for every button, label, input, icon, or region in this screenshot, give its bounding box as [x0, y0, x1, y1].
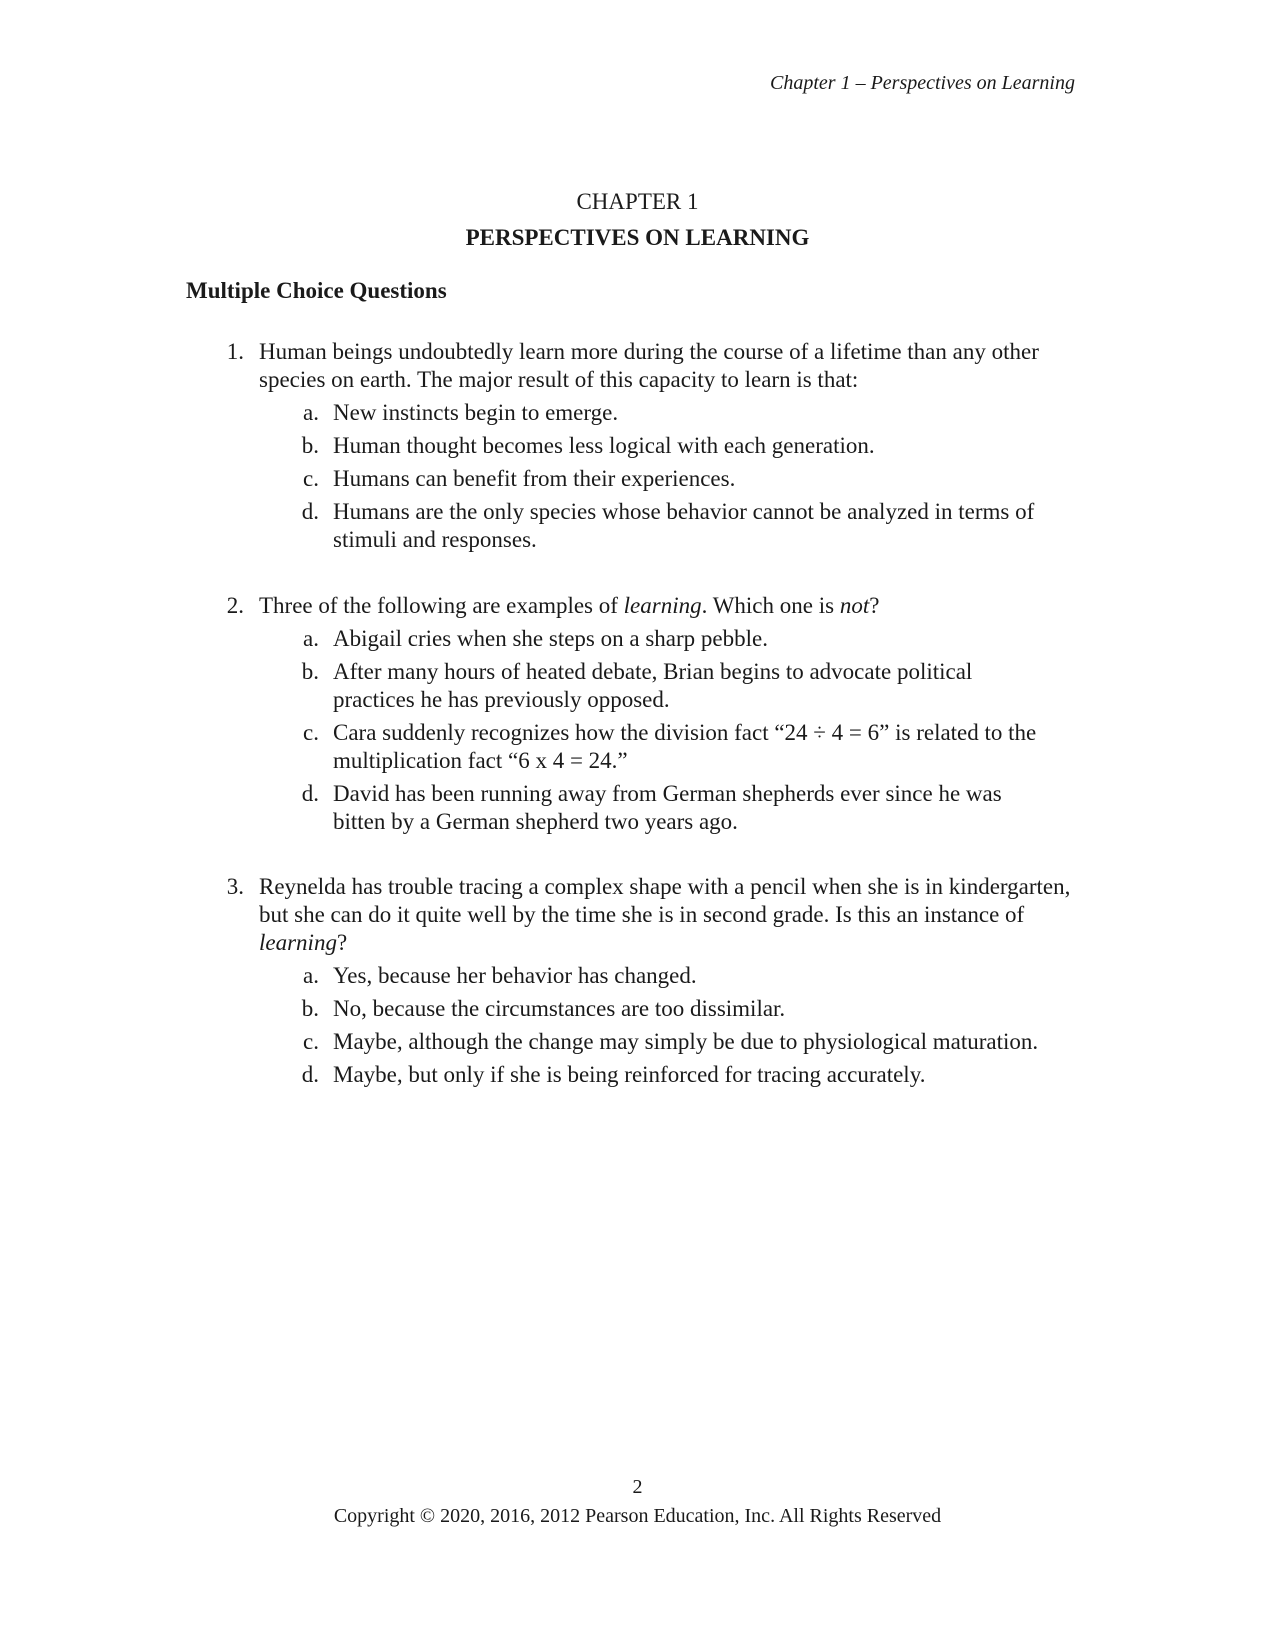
- stem-text: ?: [336, 930, 348, 955]
- option-text: New instincts begin to emerge.: [333, 400, 619, 425]
- running-header: Chapter 1 – Perspectives on Learning: [770, 72, 1075, 94]
- option-letter: b.: [301, 659, 319, 684]
- answer-option: [186, 658, 1086, 714]
- question-stem: [259, 592, 1086, 620]
- answer-option: [186, 1061, 1086, 1089]
- question-number: 2.: [226, 593, 244, 618]
- question-3: [186, 873, 1086, 1089]
- answer-option: [186, 399, 1086, 427]
- option-letter: d.: [301, 499, 319, 524]
- option-text: Maybe, although the change may simply be due to physiological maturation.: [333, 1029, 1039, 1054]
- answer-option: [186, 498, 1086, 554]
- copyright-notice: Copyright © 2020, 2016, 2012 Pearson Education, Inc. All Rights Reserved: [333, 1505, 942, 1527]
- question-number: 1.: [226, 339, 244, 364]
- stem-text: . Which one is: [701, 593, 840, 618]
- option-letter: a.: [303, 963, 319, 988]
- question-stem: [259, 873, 1086, 957]
- option-letter: b.: [301, 996, 319, 1021]
- question-number: 3.: [226, 874, 244, 899]
- option-text: Cara suddenly recognizes how the division fact “24 ÷ 4 = 6” is related to the multiplication fact “6 x 4 = 24.”: [333, 720, 1037, 773]
- answer-option: [186, 719, 1086, 775]
- answer-option: [186, 625, 1086, 653]
- option-letter: a.: [303, 400, 319, 425]
- stem-text: ?: [869, 593, 880, 618]
- stem-text: Reynelda has trouble tracing a complex shape with a pencil when she is in kindergarten, but she can do it quite well by the time she is in second grade. Is this an instance of: [259, 874, 1071, 927]
- option-letter: d.: [301, 1062, 319, 1087]
- answer-option: [186, 962, 1086, 990]
- stem-emphasis: not: [839, 593, 870, 618]
- option-text: Humans are the only species whose behavior cannot be analyzed in terms of stimuli and responses.: [333, 499, 1035, 552]
- section-heading: Multiple Choice Questions: [186, 278, 447, 303]
- option-letter: a.: [303, 626, 319, 651]
- option-text: Human thought becomes less logical with each generation.: [333, 433, 875, 458]
- chapter-heading: [0, 188, 1275, 252]
- answer-option: [186, 995, 1086, 1023]
- option-text: David has been running away from German shepherds ever since he was bitten by a German shepherd two years ago.: [333, 781, 1002, 834]
- answer-option: [186, 432, 1086, 460]
- stem-emphasis: learning: [623, 593, 702, 618]
- option-letter: b.: [301, 433, 319, 458]
- question-2: [186, 592, 1086, 836]
- option-text: Humans can benefit from their experiences.: [333, 466, 736, 491]
- option-text: Abigail cries when she steps on a sharp pebble.: [333, 626, 768, 651]
- chapter-title: PERSPECTIVES ON LEARNING: [465, 225, 810, 250]
- option-text: Yes, because her behavior has changed.: [333, 963, 697, 988]
- option-letter: c.: [303, 466, 319, 491]
- option-letter: c.: [303, 720, 319, 745]
- option-letter: d.: [301, 781, 319, 806]
- chapter-label: CHAPTER 1: [576, 189, 699, 214]
- question-stem: Human beings undoubtedly learn more during the course of a lifetime than any other species on earth. The major result of this capacity to learn is that:: [259, 339, 1039, 392]
- answer-option: [186, 1028, 1086, 1056]
- option-text: Maybe, but only if she is being reinforced for tracing accurately.: [333, 1062, 926, 1087]
- answer-option: [186, 465, 1086, 493]
- option-text: No, because the circumstances are too dissimilar.: [333, 996, 786, 1021]
- option-letter: c.: [303, 1029, 319, 1054]
- page-number: 2: [632, 1476, 643, 1498]
- option-text: After many hours of heated debate, Brian begins to advocate political practices he has previously opposed.: [333, 659, 973, 712]
- stem-emphasis: learning: [259, 930, 337, 955]
- question-1: [186, 338, 1086, 554]
- answer-option: [186, 780, 1086, 836]
- stem-text: Three of the following are examples of: [259, 593, 624, 618]
